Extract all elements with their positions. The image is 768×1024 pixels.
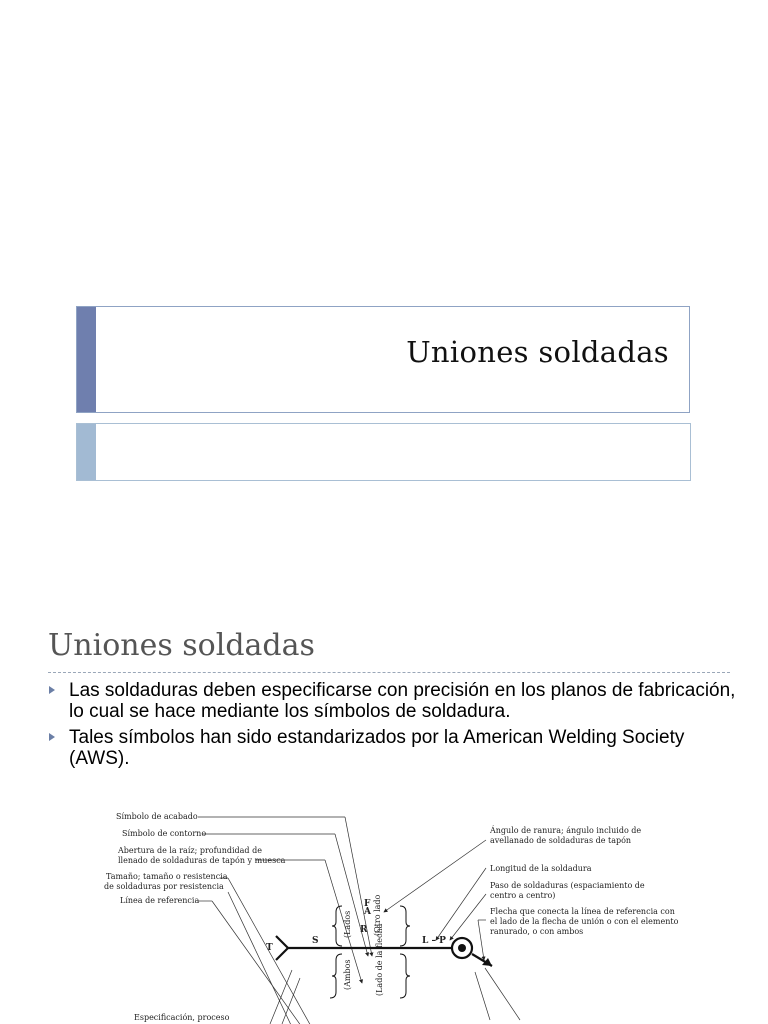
label-finish-symbol: Símbolo de acabado: [116, 812, 198, 821]
symbol-letter-lp: L – P: [422, 936, 446, 946]
bracket-label-sides: (Lados: [343, 910, 352, 938]
bullet-text: Tales símbolos han sido estandarizados por la American Welding Society (AWS).: [69, 727, 685, 769]
label-weld-length: Longitud de la soldadura: [490, 864, 592, 873]
label-root-opening-2: llenado de soldaduras de tapón y muesca: [118, 856, 286, 865]
symbol-letter-s: S: [312, 936, 319, 946]
label-groove-angle-1: Ángulo de ranura; ángulo incluido de: [490, 826, 642, 835]
label-pitch-2: centro a centro): [490, 891, 556, 900]
label-groove-angle-2: avellanado de soldaduras de tapón: [490, 836, 632, 845]
subtitle-box: [76, 423, 691, 481]
content-slide-title: Uniones soldadas: [48, 628, 315, 663]
bullet-list: [48, 680, 738, 774]
symbol-letter-r: R: [360, 925, 368, 935]
bracket-label-both: (Ambos: [343, 959, 352, 990]
label-pitch-1: Paso de soldaduras (espaciamiento de: [490, 881, 645, 890]
label-root-opening-1: Abertura de la raíz; profundidad de: [118, 846, 262, 855]
symbol-letter-f: F: [364, 899, 371, 909]
bullet-item: [48, 727, 738, 769]
bullet-text: Las soldaduras deben especificarse con precisión en los planos de fabricación, lo cual se hace mediante los símbolos de soldadura.: [69, 680, 736, 722]
symbol-letter-a: A: [364, 907, 371, 917]
label-size-2: de soldaduras por resistencia: [104, 882, 224, 891]
label-arrow-2: el lado de la flecha de unión o con el elemento: [490, 917, 679, 926]
bracket-label-other-side: (Otro lado: [373, 894, 382, 936]
title-accent-bar: [77, 307, 96, 412]
label-reference-line: Línea de referencia: [120, 896, 200, 905]
label-size-1: Tamaño; tamaño o resistencia: [106, 872, 228, 881]
label-arrow-3: ranurado, o con ambos: [490, 927, 584, 936]
label-arrow-1: Flecha que conecta la línea de referencia con: [490, 907, 675, 916]
bracket-label-arrow-side: (Lado de la flecha: [375, 923, 384, 996]
subtitle-accent-bar: [77, 424, 96, 480]
slide-title: Uniones soldadas: [406, 335, 669, 369]
label-specification: Especificación, proceso: [134, 1013, 230, 1022]
label-contour-symbol: Símbolo de contorno: [122, 829, 207, 838]
welding-symbol-diagram: [100, 808, 680, 1024]
bullet-item: [48, 680, 738, 722]
title-box: [76, 306, 690, 413]
bullet-arrow-icon: [49, 686, 55, 694]
content-slide: [0, 576, 768, 1024]
bullet-arrow-icon: [49, 733, 55, 741]
symbol-letter-t: T: [266, 943, 273, 953]
title-divider: [48, 672, 730, 673]
